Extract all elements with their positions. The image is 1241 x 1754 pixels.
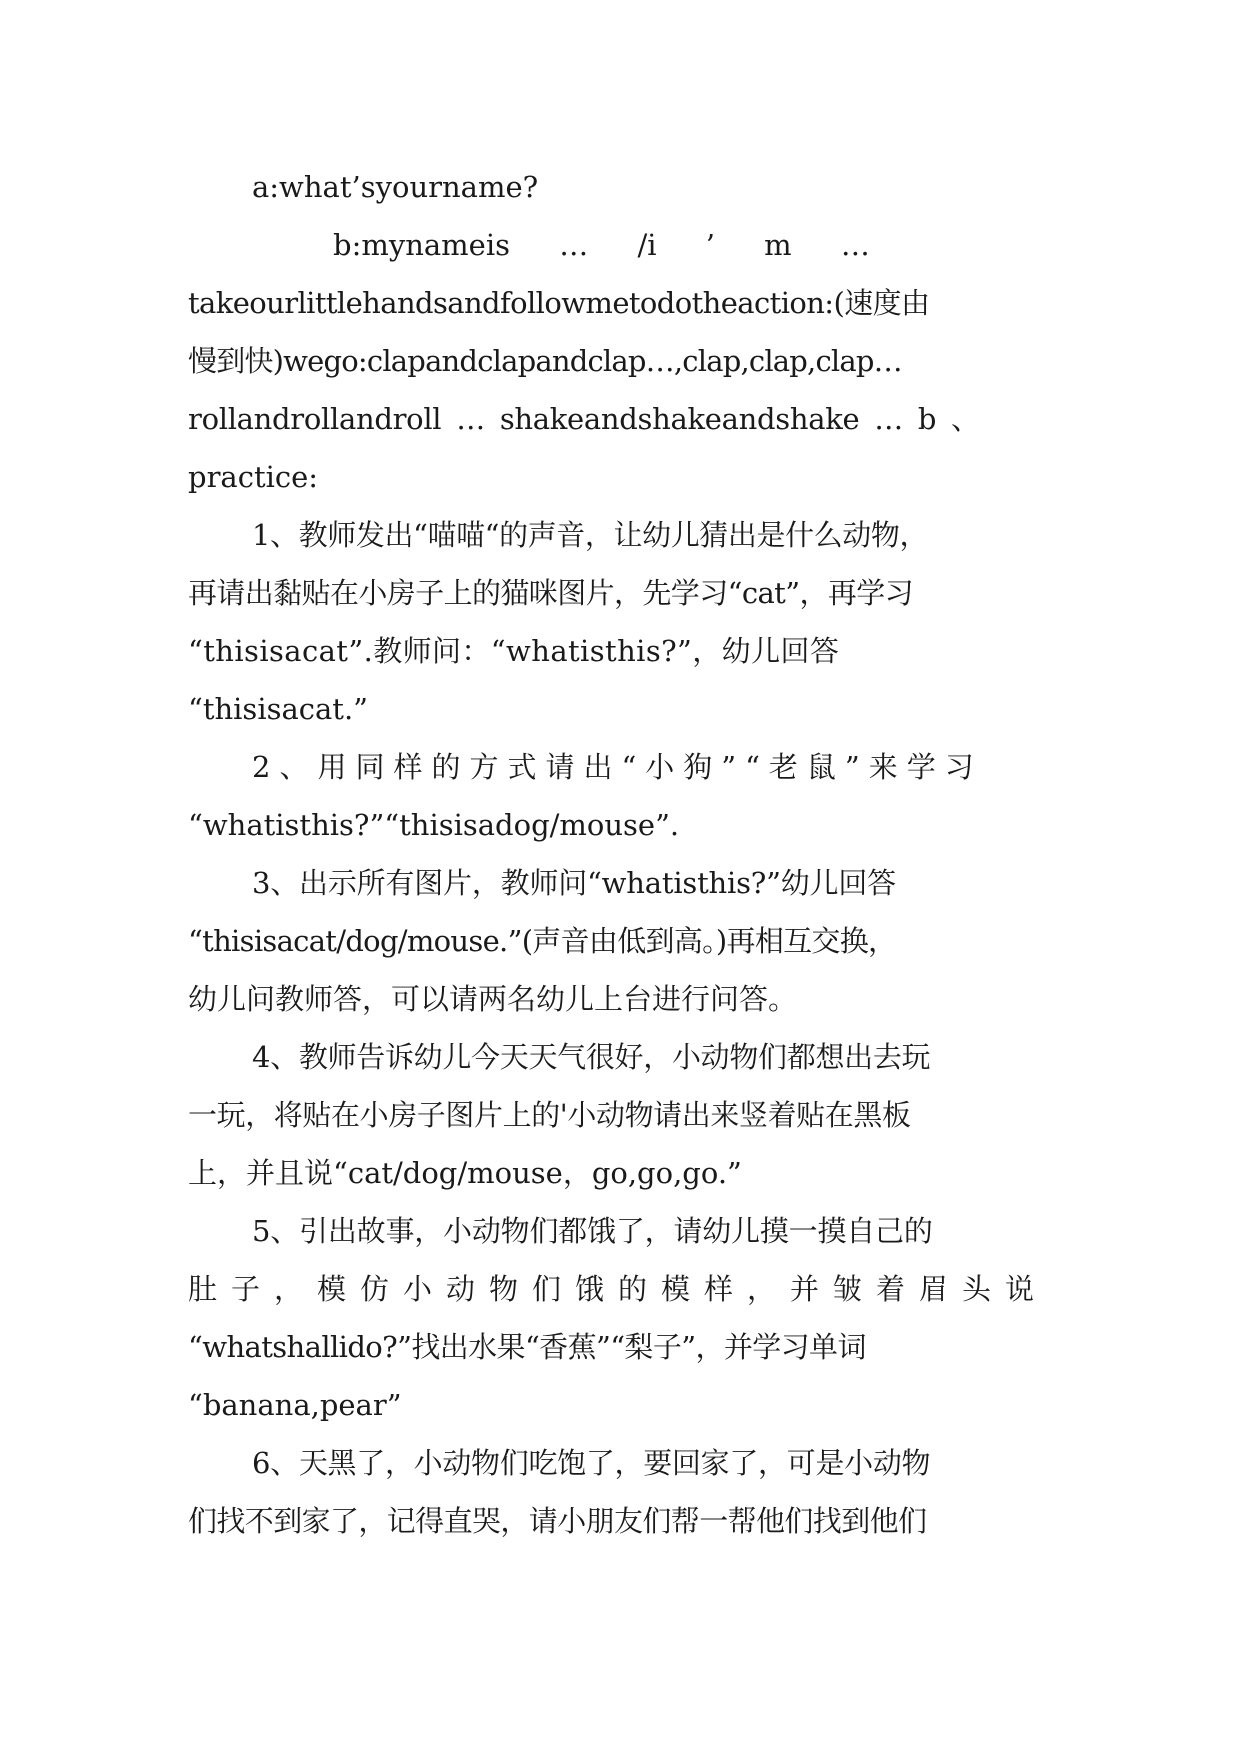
- text-line: 再请出黏贴在小房子上的猫咪图片，先学习“cat”，再学习: [188, 576, 914, 610]
- text-line: 2、用同样的方式请出“小狗”“老鼠”来学习: [252, 750, 983, 784]
- text-line: practice:: [188, 460, 319, 494]
- text-line: 3、出示所有图片，教师问“whatisthis?”幼儿回答: [252, 866, 896, 900]
- text-line: 6、天黑了，小动物们吃饱了，要回家了，可是小动物: [252, 1446, 931, 1480]
- text-line: 慢到快)wego:clapandclapandclap…,clap,clap,clap…: [188, 344, 902, 378]
- text-line: a:what’syourname?: [252, 170, 539, 204]
- text-line: “thisisacat/dog/mouse.”(声音由低到高。)再相互交换，: [188, 924, 897, 958]
- text-line: b:mynameis … /i ’ m …: [333, 228, 870, 262]
- text-line: 们找不到家了，记得直哭，请小朋友们帮一帮他们找到他们: [188, 1504, 927, 1538]
- text-line: rollandrollandroll … shakeandshakeandshake … b 、: [188, 402, 980, 436]
- text-line: “whatisthis?”“thisisadog/mouse”.: [188, 808, 680, 842]
- text-line: 5、引出故事，小动物们都饿了，请幼儿摸一摸自己的: [252, 1214, 933, 1248]
- text-line: “thisisacat”.教师问：“whatisthis?”，幼儿回答: [188, 634, 840, 668]
- document-body: [188, 158, 1050, 1550]
- text-line: “thisisacat.”: [188, 692, 368, 726]
- text-line: 4、教师告诉幼儿今天天气很好，小动物们都想出去玩: [252, 1040, 931, 1074]
- text-line: 上，并且说“cat/dog/mouse，go,go,go.”: [188, 1156, 742, 1190]
- text-line: 肚子，模仿小动物们饿的模样，并皱着眉头说: [188, 1272, 1049, 1306]
- text-line: “whatshallido?”找出水果“香蕉”“梨子”，并学习单词: [188, 1330, 866, 1364]
- text-line: 1、教师发出“喵喵“的声音，让幼儿猜出是什么动物，: [252, 518, 929, 552]
- text-line: 一玩，将贴在小房子图片上的'小动物请出来竖着贴在黑板: [188, 1098, 911, 1132]
- text-line: takeourlittlehandsandfollowmetodotheaction:(速度由: [188, 286, 930, 320]
- text-line: “banana,pear”: [188, 1388, 402, 1422]
- text-line: 幼儿问教师答，可以请两名幼儿上台进行问答。: [188, 982, 798, 1016]
